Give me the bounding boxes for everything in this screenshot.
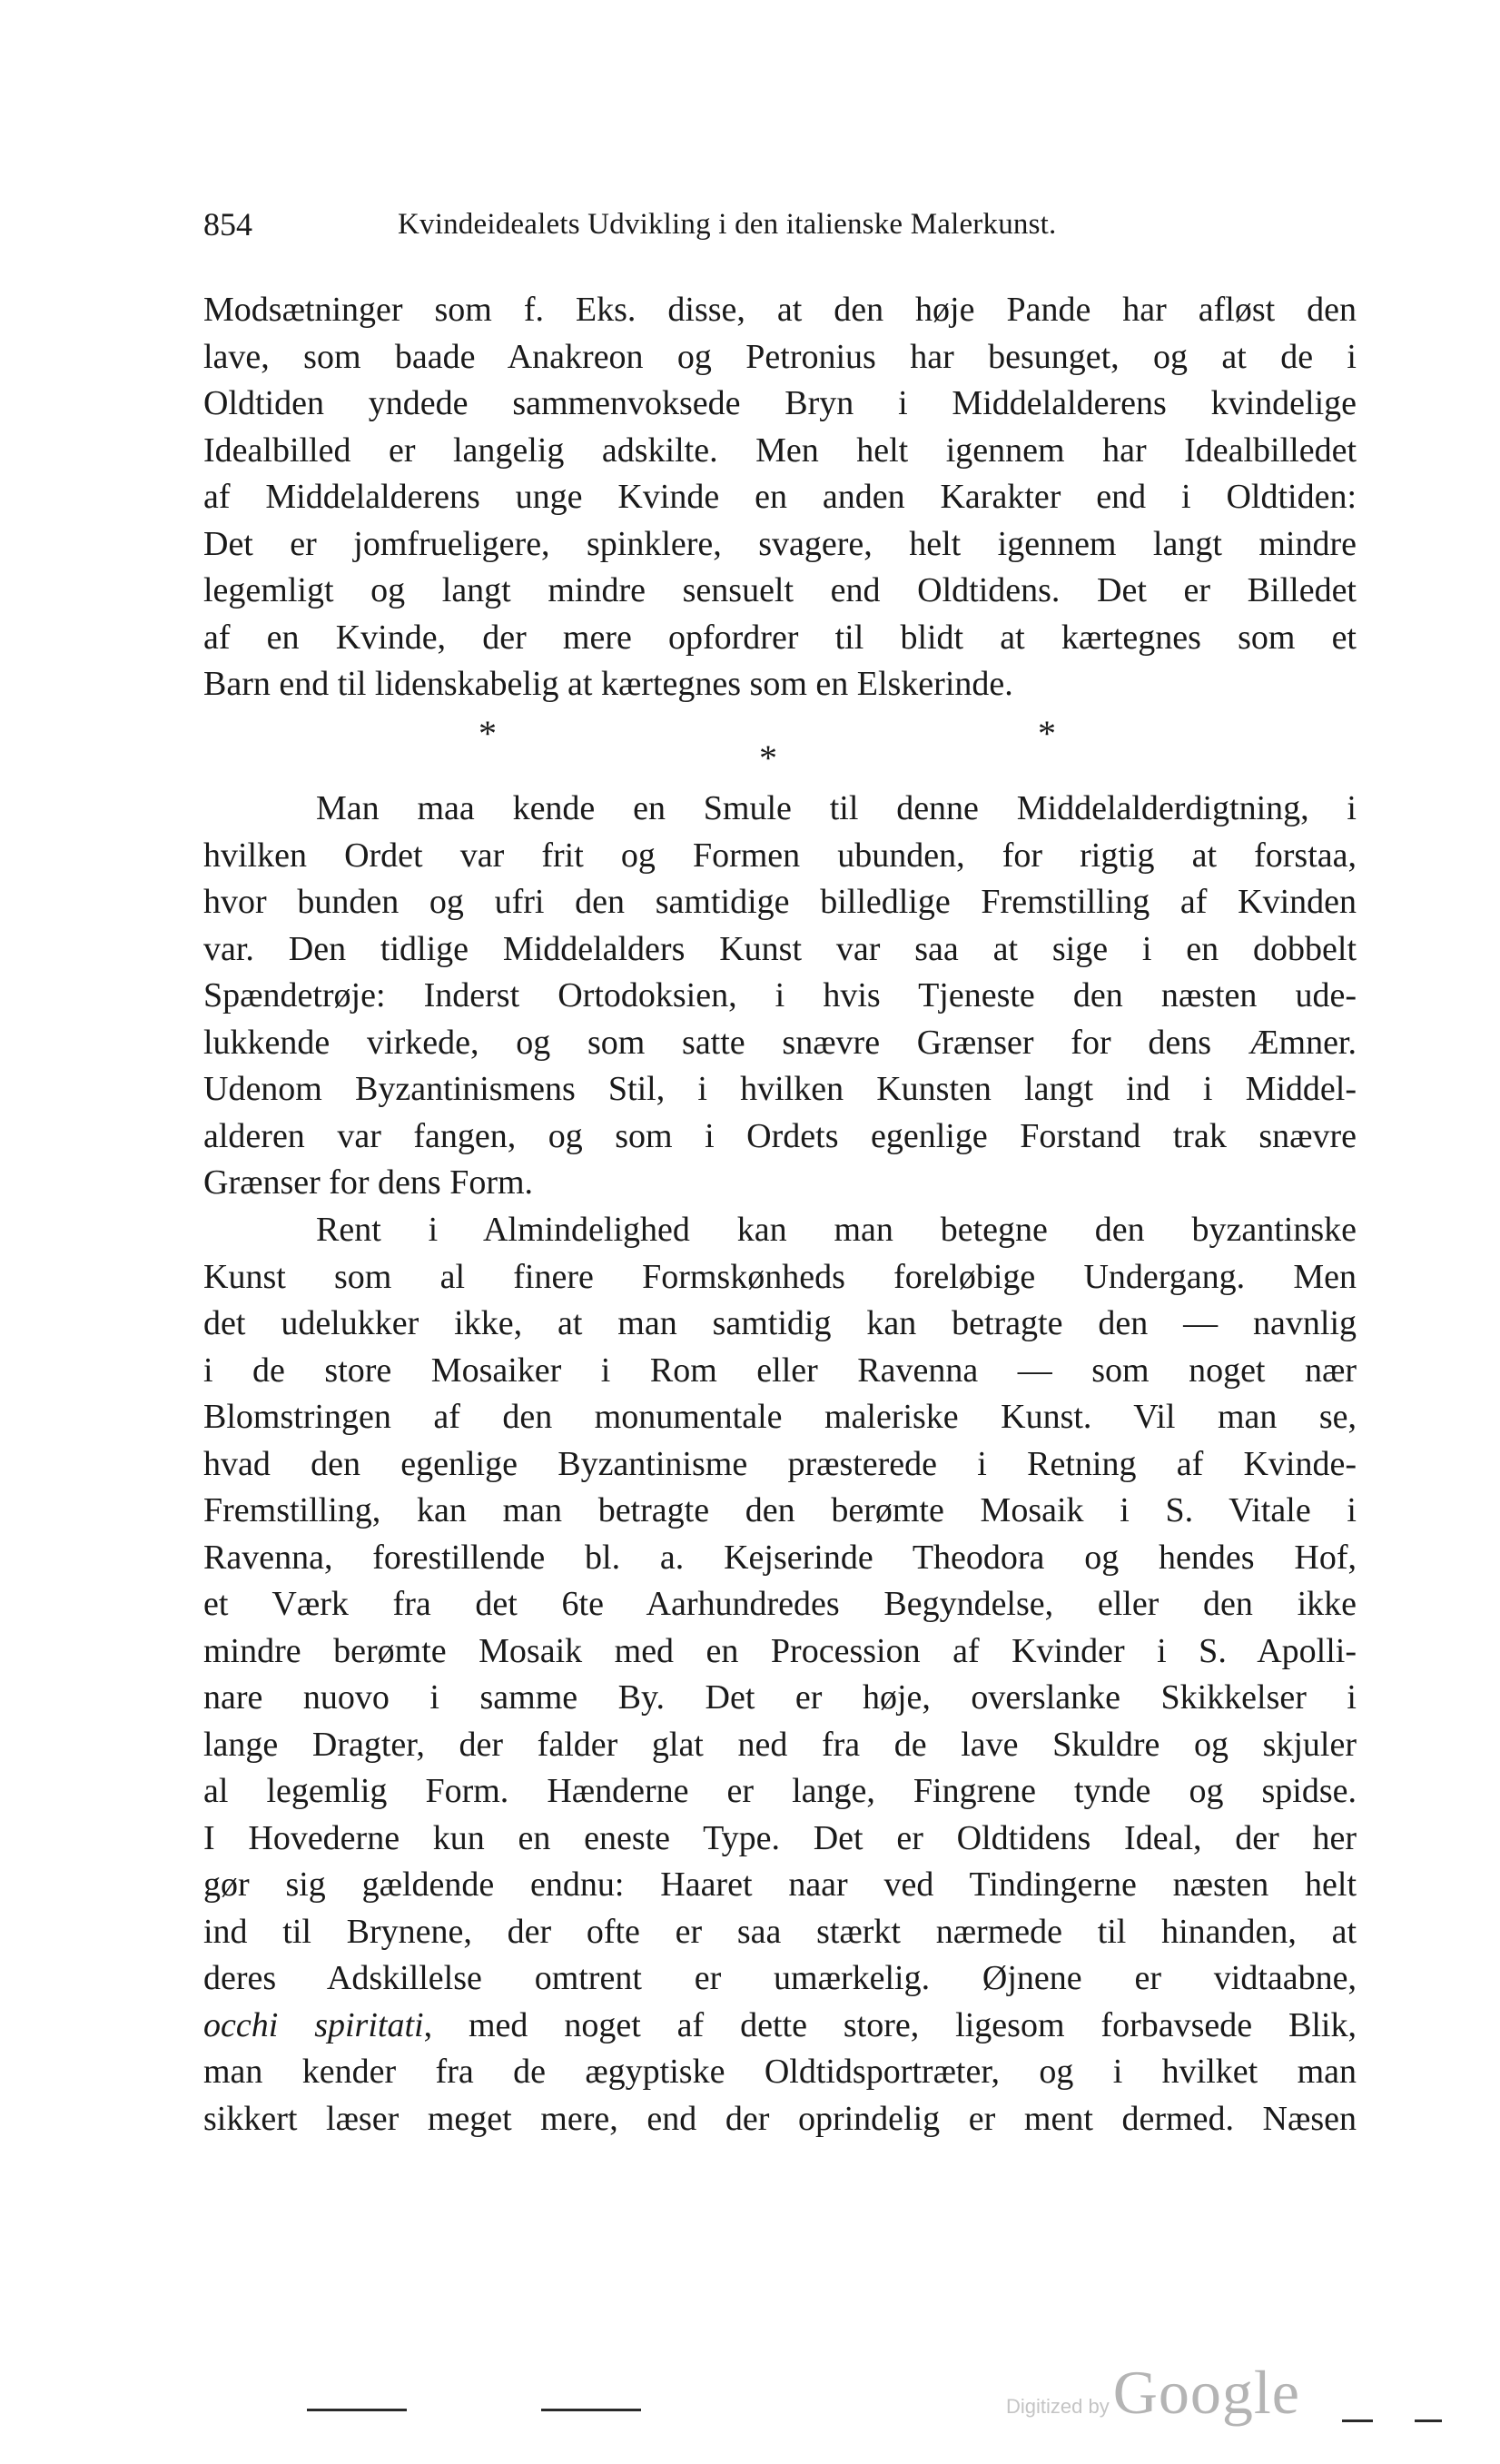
text-line: legemligt og langt mindre sensuelt end Oldtidens. Det er Billedet — [203, 571, 1357, 609]
text-line: I Hovederne kun en eneste Type. Det er Oldtidens Ideal, der her — [203, 1818, 1357, 1857]
text-line: lave, som baade Anakreon og Petronius har besunget, og at de i — [203, 337, 1357, 376]
text-line: alderen var fangen, og som i Ordets egenlige Forstand trak snævre — [203, 1116, 1357, 1155]
page-number: 854 — [203, 206, 252, 242]
text-line: Idealbilled er langelig adskilte. Men helt igennem har Idealbilledet — [203, 430, 1357, 470]
text-line: hvor bunden og ufri den samtidige billedlige Fremstilling af Kvinden — [203, 883, 1357, 921]
text-line: ind til Brynene, der ofte er saa stærkt nærmede til hinanden, at — [203, 1912, 1357, 1951]
text-line: Man maa kende en Smule til denne Middelalderdigtning, i — [316, 789, 1357, 827]
italic-phrase: occhi spiritati — [203, 2005, 424, 2044]
text-line: i de store Mosaiker i Rom eller Ravenna — som noget nær — [203, 1351, 1357, 1390]
text-line: Rent i Almindelighed kan man betegne den byzantinske — [316, 1211, 1357, 1249]
text-line: af Middelalderens unge Kvinde en anden Karakter end i Oldtiden: — [203, 478, 1357, 516]
text-line: hvilken Ordet var frit og Formen ubunden, for rigtig at forstaa, — [203, 836, 1357, 875]
asterisk-icon: * — [1038, 713, 1056, 754]
text-line: Grænser for dens Form. — [203, 1163, 534, 1202]
text-line: deres Adskillelse omtrent er umærkelig. Øjnene er vidtaabne, — [203, 1959, 1357, 1997]
footer-rule — [1342, 2419, 1373, 2422]
text-line: af en Kvinde, der mere opfordrer til blidt at kærtegnes som et — [203, 618, 1357, 657]
text-line: lukkende virkede, og som satte snævre Grænser for dens Æmner. — [203, 1023, 1357, 1062]
text-line: al legemlig Form. Hænderne er lange, Fingrene tynde og spidse. — [203, 1772, 1357, 1810]
text-line: hvad den egenlige Byzantinisme præsterede i Retning af Kvinde- — [203, 1444, 1357, 1483]
paragraph-2 — [203, 786, 1357, 1207]
text-line: Blomstringen af den monumentale maleriske Kunst. Vil man se, — [203, 1398, 1357, 1436]
text-line-with-italic — [203, 2003, 1357, 2050]
text-line: nare nuovo i samme By. Det er høje, overslanke Skikkelser i — [203, 1678, 1357, 1717]
text-line: et Værk fra det 6te Aarhundredes Begyndelse, eller den ikke — [203, 1585, 1357, 1623]
text-line: lange Dragter, der falder glat ned fra de lave Skuldre og skjuler — [203, 1725, 1357, 1764]
text-line: Udenom Byzantinismens Stil, i hvilken Kunsten langt ind i Middel- — [203, 1070, 1357, 1108]
watermark-prefix: Digitized by — [1006, 2395, 1110, 2418]
footer-rule — [1415, 2419, 1442, 2422]
text-line: var. Den tidlige Middelalders Kunst var saa at sige i en dobbelt — [203, 929, 1357, 968]
text-line: sikkert læser meget mere, end der oprindelig er ment dermed. Næsen — [203, 2099, 1357, 2138]
text-line: Det er jomfrueligere, spinklere, svagere, helt igennem langt mindre — [203, 524, 1357, 563]
text-line: Barn end til lidenskabelig at kærtegnes som en Elskerinde. — [203, 665, 1013, 703]
footer-rule — [541, 2409, 641, 2411]
paragraph-3 — [203, 1207, 1357, 2142]
text-line: det udelukker ikke, at man samtidig kan betragte den — navnlig — [203, 1304, 1357, 1342]
text-line: man kender fra de ægyptiske Oldtidsportræter, og i hvilket man — [203, 2053, 1357, 2091]
text-line: Kunst som al finere Formskønheds foreløbige Undergang. Men — [203, 1257, 1357, 1296]
text-line: Modsætninger som f. Eks. disse, at den høje Pande har afløst den — [203, 291, 1357, 329]
asterisk-icon: * — [479, 713, 497, 754]
running-title: Kvindeidealets Udvikling i den italienske Malerkunst. — [398, 208, 1057, 241]
text-line: Fremstilling, kan man betragte den berømte Mosaik i S. Vitale i — [203, 1491, 1357, 1529]
text-line: Spændetrøje: Inderst Ortodoksien, i hvis Tjeneste den næsten ude- — [203, 976, 1357, 1014]
text-line-rest: , med noget af dette store, ligesom forbavsede Blik, — [423, 2005, 1357, 2044]
watermark-brand: Google — [1112, 2358, 1300, 2427]
text-line: mindre berømte Mosaik med en Procession af Kvinder i S. Apolli- — [203, 1631, 1357, 1670]
text-line: gør sig gældende endnu: Haaret naar ved Tindingerne næsten helt — [203, 1865, 1357, 1904]
running-head — [203, 202, 1357, 247]
digitized-watermark — [1006, 2357, 1300, 2429]
paragraph-1 — [203, 287, 1357, 708]
text-line: Ravenna, forestillende bl. a. Kejserinde Theodora og hendes Hof, — [203, 1538, 1357, 1577]
text-line: Oldtiden yndede sammenvoksede Bryn i Middelalderens kvindelige — [203, 384, 1357, 422]
footer-rule — [307, 2409, 407, 2411]
asterisk-icon: * — [759, 737, 777, 778]
